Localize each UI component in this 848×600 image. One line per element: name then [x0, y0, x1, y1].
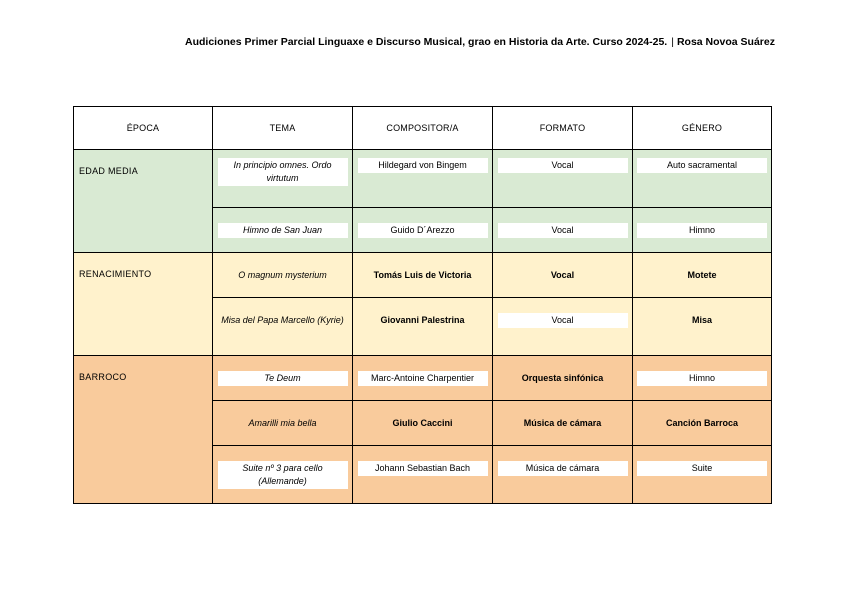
- table-row: [74, 356, 772, 401]
- tema-cell: [213, 298, 353, 356]
- formato-cell: [493, 356, 633, 401]
- tema-cell: [213, 150, 353, 208]
- formato-cell: [493, 208, 633, 253]
- tema-cell: [213, 208, 353, 253]
- tema-text: Te Deum: [218, 371, 348, 386]
- compositor-text: Tomás Luis de Victoria: [373, 270, 472, 280]
- compositor-text: Hildegard von Bingem: [358, 158, 488, 173]
- formato-cell: [493, 150, 633, 208]
- genero-text: Himno: [637, 223, 767, 238]
- formato-text: Música de cámara: [498, 461, 628, 476]
- genero-text: Misa: [691, 315, 712, 325]
- column-header-tema: TEMA: [213, 107, 353, 150]
- compositor-text: Johann Sebastian Bach: [358, 461, 488, 476]
- genero-text: Suite: [637, 461, 767, 476]
- tema-cell: [213, 446, 353, 504]
- tema-text: Amarilli mia bella: [248, 418, 317, 428]
- column-header-compositor: COMPOSITOR/A: [353, 107, 493, 150]
- compositor-text: Marc-Antoine Charpentier: [358, 371, 488, 386]
- tema-text: Himno de San Juan: [218, 223, 348, 238]
- column-header-epoca: ÉPOCA: [74, 107, 213, 150]
- table-row: [74, 253, 772, 298]
- formato-cell: [493, 446, 633, 504]
- formato-text: Vocal: [498, 223, 628, 238]
- genero-text: Himno: [637, 371, 767, 386]
- formato-cell: [493, 253, 633, 298]
- auditions-table: [73, 106, 772, 504]
- epoca-cell: BARROCO: [74, 356, 213, 504]
- genero-text: Canción Barroca: [665, 418, 739, 428]
- compositor-text: Giovanni Palestrina: [380, 315, 465, 325]
- tema-text: Misa del Papa Marcello (Kyrie): [221, 315, 344, 325]
- formato-text: Música de cámara: [523, 418, 602, 428]
- tema-text: In principio omnes. Ordo virtutum: [218, 158, 348, 186]
- tema-cell: [213, 253, 353, 298]
- genero-text: Motete: [687, 270, 717, 280]
- formato-cell: [493, 401, 633, 446]
- tema-text: Suite nº 3 para cello (Allemande): [218, 461, 348, 489]
- compositor-cell: [353, 150, 493, 208]
- genero-cell: [633, 253, 772, 298]
- column-header-formato: FORMATO: [493, 107, 633, 150]
- table-row: [74, 150, 772, 208]
- compositor-cell: [353, 298, 493, 356]
- tema-cell: [213, 401, 353, 446]
- formato-cell: [493, 298, 633, 356]
- epoca-cell: EDAD MEDIA: [74, 150, 213, 253]
- compositor-cell: [353, 401, 493, 446]
- compositor-cell: [353, 208, 493, 253]
- compositor-cell: [353, 446, 493, 504]
- tema-cell: [213, 356, 353, 401]
- genero-text: Auto sacramental: [637, 158, 767, 173]
- genero-cell: [633, 401, 772, 446]
- table-header-row: [74, 107, 772, 150]
- genero-cell: [633, 298, 772, 356]
- tema-text: O magnum mysterium: [238, 270, 327, 280]
- compositor-cell: [353, 356, 493, 401]
- document-author: Rosa Novoa Suárez: [676, 36, 775, 48]
- column-header-genero: GÉNERO: [633, 107, 772, 150]
- document-header: [185, 36, 775, 48]
- epoca-cell: RENACIMIENTO: [74, 253, 213, 356]
- genero-cell: [633, 356, 772, 401]
- genero-cell: [633, 150, 772, 208]
- formato-text: Vocal: [550, 270, 575, 280]
- document-title: Audiciones Primer Parcial Linguaxe e Discurso Musical, grao en Historia da Arte. Curso 2024-25.: [185, 36, 668, 48]
- compositor-cell: [353, 253, 493, 298]
- compositor-text: Guido D´Arezzo: [358, 223, 488, 238]
- header-separator: |: [671, 36, 674, 48]
- formato-text: Vocal: [498, 313, 628, 328]
- genero-cell: [633, 208, 772, 253]
- formato-text: Vocal: [498, 158, 628, 173]
- compositor-text: Giulio Caccini: [392, 418, 453, 428]
- formato-text: Orquesta sinfónica: [521, 373, 604, 383]
- genero-cell: [633, 446, 772, 504]
